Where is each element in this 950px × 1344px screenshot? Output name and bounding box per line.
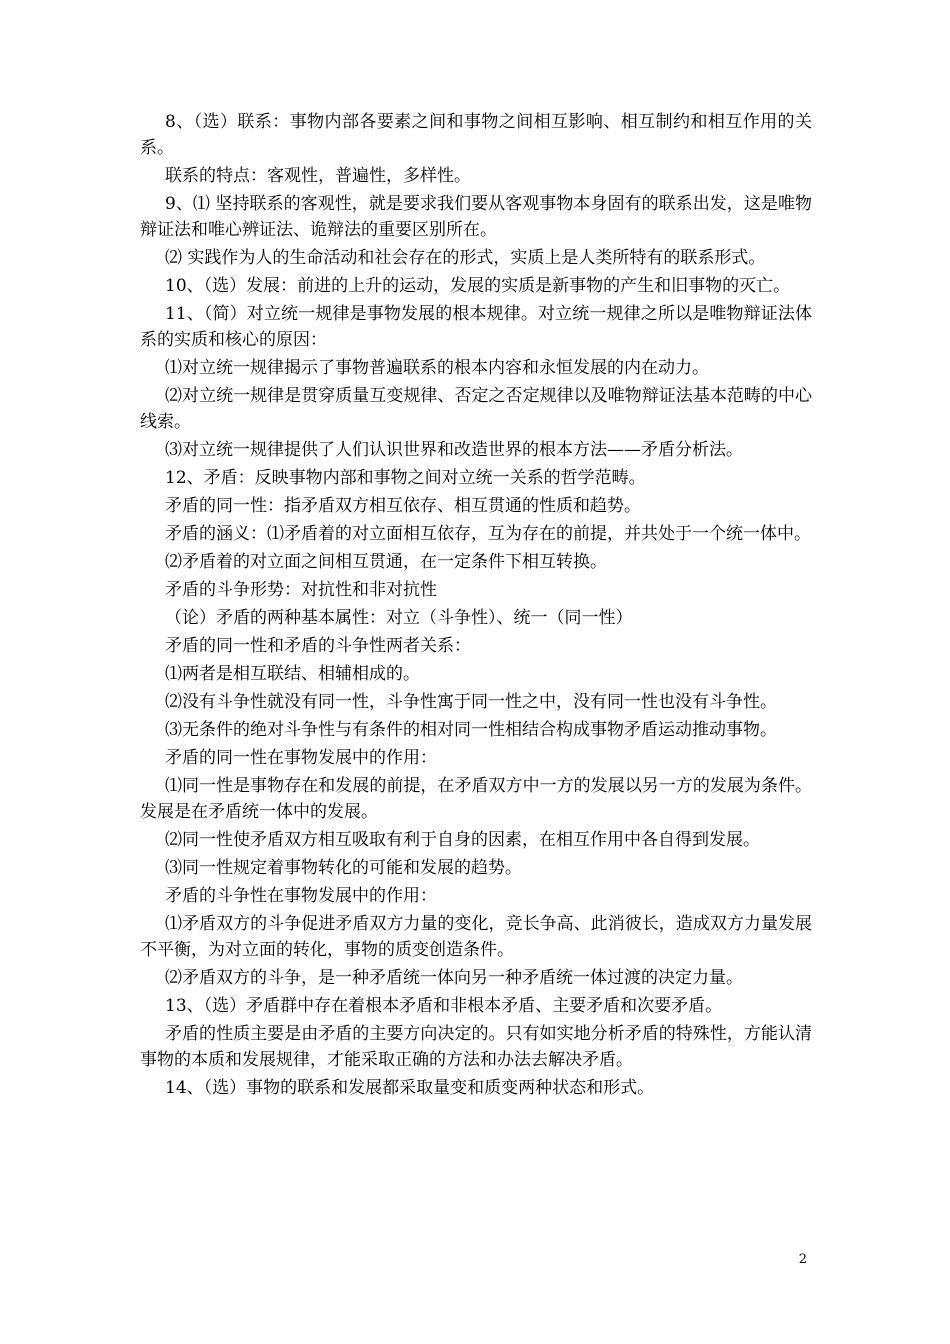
paragraph: ⑴两者是相互联结、相辅相成的。 bbox=[165, 664, 420, 684]
document-body bbox=[140, 109, 812, 1103]
page-number: 2 bbox=[798, 1252, 807, 1267]
paragraph: 矛盾的同一性：指矛盾双方相互依存、相互贯通的性质和趋势。 bbox=[165, 496, 641, 516]
paragraph: ⑵对立统一规律是贯穿质量互变规律、否定之否定规律以及唯物辩证法基本范畴的中心线索。 bbox=[140, 386, 812, 432]
paragraph: 13、（选）矛盾群中存在着根本矛盾和非根本矛盾、主要矛盾和次要矛盾。 bbox=[165, 996, 723, 1016]
paragraph: ⑵没有斗争性就没有同一性，斗争性寓于同一性之中，没有同一性也没有斗争性。 bbox=[165, 692, 777, 712]
paragraph: ⑵同一性使矛盾双方相互吸取有利于自身的因素，在相互作用中各自得到发展。 bbox=[165, 830, 760, 850]
paragraph: 矛盾的涵义：⑴矛盾着的对立面相互依存，互为存在的前提，并共处于一个统一体中。 bbox=[165, 524, 811, 544]
paragraph: 14、（选）事物的联系和发展都采取量变和质变两种状态和形式。 bbox=[165, 1078, 655, 1098]
paragraph: 矛盾的性质主要是由矛盾的主要方向决定的。只有如实地分析矛盾的特殊性，方能认清事物的本质和发展规律，才能采取正确的方法和办法去解决矛盾。 bbox=[140, 1024, 812, 1070]
paragraph: ⑶同一性规定着事物转化的可能和发展的趋势。 bbox=[165, 858, 522, 878]
paragraph: 矛盾的斗争性在事物发展中的作用： bbox=[165, 886, 437, 906]
paragraph: ⑴矛盾双方的斗争促进矛盾双方力量的变化，竞长争高、此消彼长，造成双方力量发展不平衡，为对立面的转化，事物的质变创造条件。 bbox=[140, 914, 812, 960]
paragraph: ⑴同一性是事物存在和发展的前提，在矛盾双方中一方的发展以另一方的发展为条件。发展是在矛盾统一体中的发展。 bbox=[140, 776, 812, 822]
paragraph: 11、（简）对立统一规律是事物发展的根本规律。对立统一规律之所以是唯物辩证法体系的实质和核心的原因： bbox=[140, 304, 812, 350]
paragraph: 矛盾的斗争形势：对抗性和非对抗性 bbox=[165, 580, 437, 600]
paragraph: 8、（选）联系：事物内部各要素之间和事物之间相互影响、相互制约和相互作用的关系。 bbox=[140, 112, 812, 158]
paragraph: 12、矛盾：反映事物内部和事物之间对立统一关系的哲学范畴。 bbox=[165, 468, 646, 488]
paragraph: ⑵矛盾双方的斗争，是一种矛盾统一体向另一种矛盾统一体过渡的决定力量。 bbox=[165, 968, 743, 988]
paragraph: 联系的特点：客观性，普遍性，多样性。 bbox=[165, 166, 471, 186]
paragraph: ⑵矛盾着的对立面之间相互贯通，在一定条件下相互转换。 bbox=[165, 552, 607, 572]
paragraph: 9、⑴ 坚持联系的客观性，就是要求我们要从客观事物本身固有的联系出发，这是唯物辩证法和唯心辨证法、诡辩法的重要区别所在。 bbox=[140, 194, 812, 240]
paragraph: 矛盾的同一性在事物发展中的作用： bbox=[165, 748, 437, 768]
paragraph: ⑴对立统一规律揭示了事物普遍联系的根本内容和永恒发展的内在动力。 bbox=[165, 358, 709, 378]
paragraph: ⑵ 实践作为人的生命活动和社会存在的形式，实质上是人类所特有的联系形式。 bbox=[165, 248, 766, 268]
paragraph: （论）矛盾的两种基本属性：对立（斗争性）、统一（同一性） bbox=[165, 608, 633, 628]
paragraph: 10、（选）发展：前进的上升的运动，发展的实质是新事物的产生和旧事物的灭亡。 bbox=[165, 276, 791, 296]
paragraph: ⑶对立统一规律提供了人们认识世界和改造世界的根本方法——矛盾分析法。 bbox=[165, 440, 743, 460]
paragraph: 矛盾的同一性和矛盾的斗争性两者关系： bbox=[165, 636, 471, 656]
paragraph: ⑶无条件的绝对斗争性与有条件的相对同一性相结合构成事物矛盾运动推动事物。 bbox=[165, 720, 777, 740]
